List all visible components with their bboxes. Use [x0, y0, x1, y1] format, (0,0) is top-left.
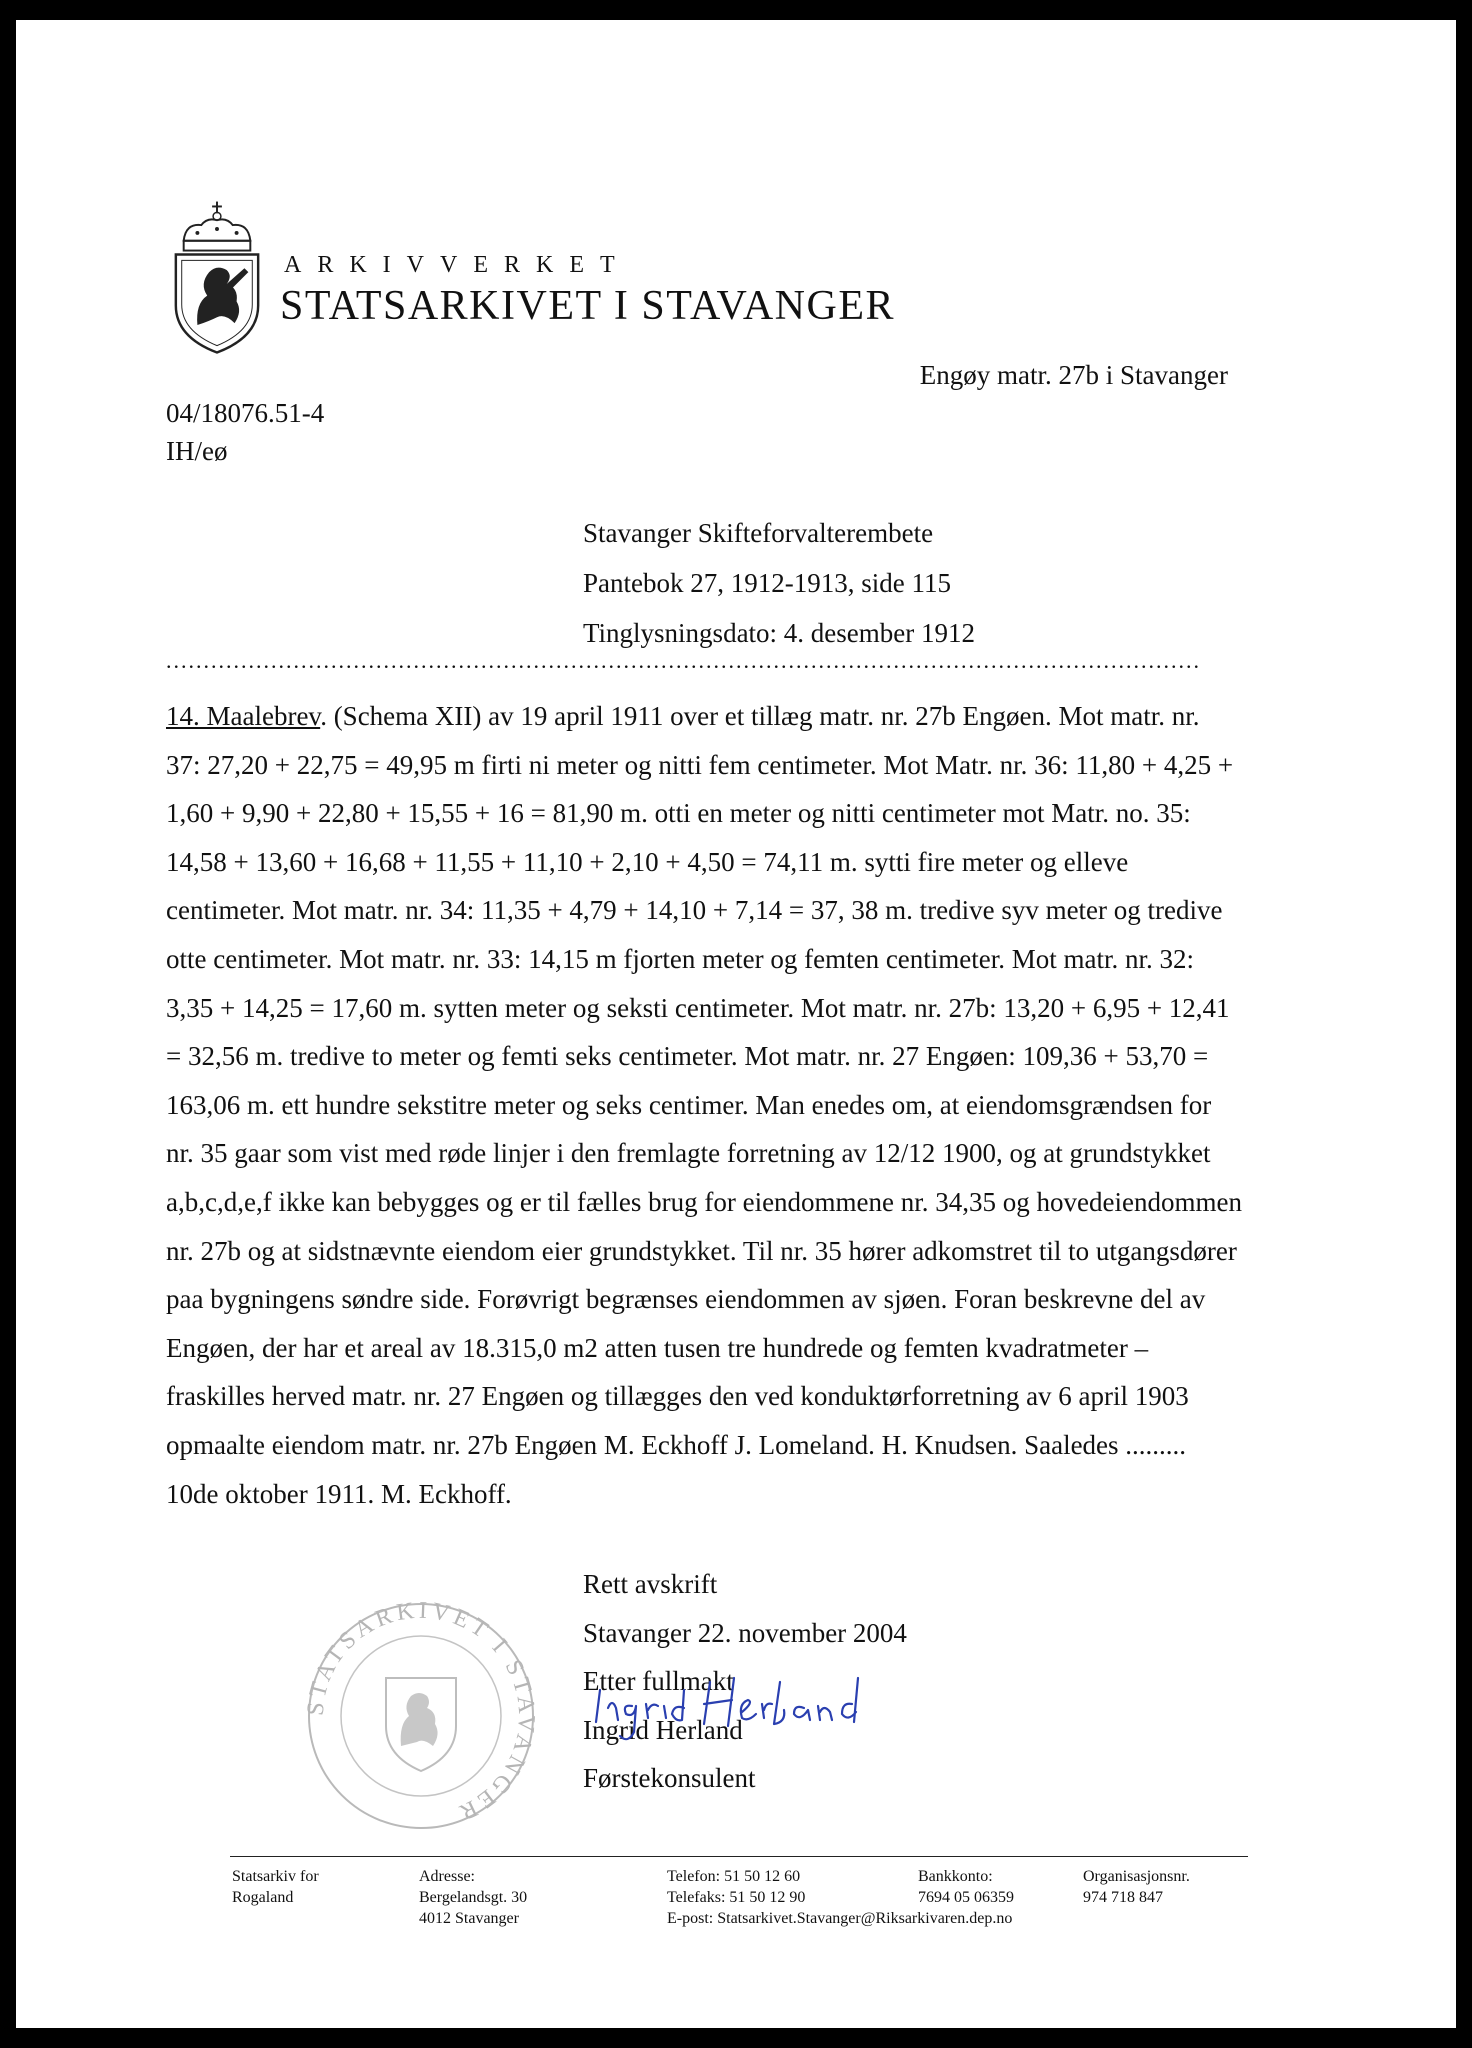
transcript-line: paa bygningens søndre side. Forøvrigt begrænses eiendommen av sjøen. Foran beskrevne del av [166, 1284, 1206, 1315]
signatory-name: Ingrid Herland [583, 1714, 743, 1745]
transcript-line: a,b,c,d,e,f ikke kan bebygges og er til fælles brug for eiendommene nr. 34,35 og hovedeiendommen [166, 1186, 1242, 1217]
transcript-line: opmaalte eiendom matr. nr. 27b Engøen M. Eckhoff J. Lomeland. H. Knudsen. Saaledes ......... [166, 1429, 1187, 1460]
org-name-small: ARKIVVERKET [284, 252, 631, 278]
footer-address: Adresse: Bergelandsgt. 30 4012 Stavanger [419, 1868, 528, 1927]
reference-number: 04/18076.51-4 [166, 398, 325, 428]
transcript-line: 14. Maalebrev. (Schema XII) av 19 april 1911 over et tillæg matr. nr. 27b Engøen. Mot matr. nr. [166, 701, 1200, 731]
source-block [583, 508, 975, 658]
transcript-line: 163,06 m. ett hundre sekstitre meter og seks centimer. Man enedes om, at eiendomsgrændsen for [166, 1089, 1212, 1120]
footer-bank: Bankkonto: 7694 05 06359 [918, 1868, 1014, 1906]
transcript-heading: 14. Maalebrev [166, 701, 321, 731]
reference-initials: IH/eø [166, 436, 228, 466]
transcript-line: otte centimeter. Mot matr. nr. 33: 14,15 m fjorten meter og femten centimeter. Mot matr. nr. 32: [166, 943, 1195, 974]
transcript-line: 10de oktober 1911. M. Eckhoff. [166, 1478, 512, 1509]
transcript-line: 37: 27,20 + 22,75 = 49,95 m firti ni meter og nitti fem centimeter. Mot Matr. nr. 36: 11,80 + 4,25 + [166, 749, 1234, 780]
org-name-large: STATSARKIVET I STAVANGER [280, 283, 896, 329]
source-registration-date: Tinglysningsdato: 4. desember 1912 [583, 618, 976, 648]
transcript-line: centimeter. Mot matr. nr. 34: 11,35 + 4,79 + 14,10 + 7,14 = 37, 38 m. tredive syv meter og tredive [166, 895, 1223, 926]
footer-archive: Statsarkiv for Rogaland [232, 1868, 319, 1906]
document-page [16, 20, 1456, 2028]
transcript-line: 3,35 + 14,25 = 17,60 m. sytten meter og seksti centimeter. Mot matr. nr. 27b: 13,20 + 6,95 + 12,41 [166, 992, 1230, 1023]
coat-of-arms-icon [168, 198, 266, 358]
reference-block [166, 394, 324, 470]
official-stamp [301, 1596, 541, 1836]
certified-copy-label: Rett avskrift [583, 1569, 718, 1599]
footer-org-number: Organisasjonsnr. 974 718 847 [1083, 1868, 1190, 1906]
transcript-line: Engøen, der har et areal av 18.315,0 m2 atten tusen tre hundrede og femten kvadratmeter – [166, 1332, 1149, 1363]
transcript-body [166, 692, 1306, 1518]
dotted-separator: .......................................................................................................................................... [166, 648, 1201, 668]
signatory-title: Førstekonsulent [583, 1763, 756, 1793]
handwritten-signature [572, 1660, 872, 1750]
transcript-line: 1,60 + 9,90 + 22,80 + 15,55 + 16 = 81,90 m. otti en meter og nitti centimeter mot Matr. no. 35: [166, 798, 1191, 829]
transcript-line: nr. 35 gaar som vist med røde linjer i den fremlagte forretning av 12/12 1900, og at grundstykket [166, 1138, 1211, 1169]
stamp-text: STATSARKIVET I STAVANGER [302, 1597, 540, 1827]
document-subject: Engøy matr. 27b i Stavanger [919, 360, 1228, 390]
transcript-line: = 32,56 m. tredive to meter og femti seks centimeter. Mot matr. nr. 27 Engøen: 109,36 + 53,70 = [166, 1041, 1209, 1072]
source-volume: Pantebok 27, 1912-1913, side 115 [583, 568, 951, 598]
transcript-line: 14,58 + 13,60 + 16,68 + 11,55 + 11,10 + 2,10 + 4,50 = 74,11 m. sytti fire meter og elleve [166, 846, 1129, 877]
footer-contact: Telefon: 51 50 12 60 Telefaks: 51 50 12 90 E-post: Statsarkivet.Stavanger@Riksarkivaren.dep.no [667, 1868, 1013, 1927]
transcript-line: fraskilles herved matr. nr. 27 Engøen og tillægges den ved konduktørforretning av 6 april 1903 [166, 1381, 1189, 1412]
closing-place-date: Stavanger 22. november 2004 [583, 1617, 907, 1648]
authorization-label: Etter fullmakt [583, 1666, 734, 1696]
footer-email: E-post: Statsarkivet.Stavanger@Riksarkivaren.dep.no [667, 1910, 1013, 1927]
transcript-line: nr. 27b og at sidstnævnte eiendom eier grundstykket. Til nr. 35 hører adkomstret til to utgangsdører [166, 1235, 1237, 1266]
source-office: Stavanger Skifteforvalterembete [583, 518, 934, 548]
footer-divider [230, 1856, 1248, 1857]
